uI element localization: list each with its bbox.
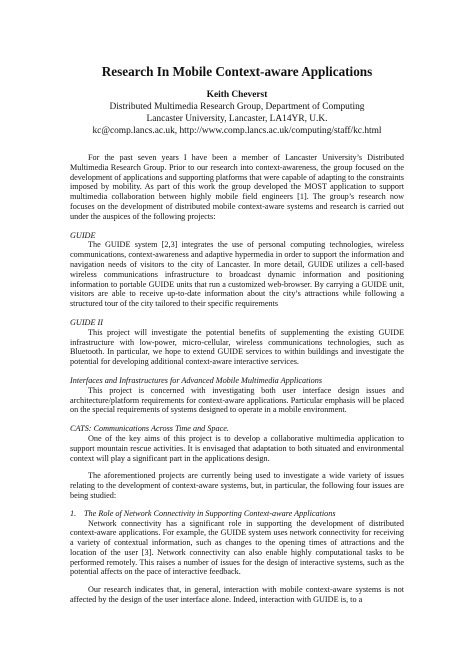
contact-line: kc@comp.lancs.ac.uk, http://www.comp.lancs.ac.uk/computing/staff/kc.html <box>92 126 382 136</box>
cats-paragraph: One of the key aims of this project is to develop a collaborative multimedia application to support mountain rescue activities. It is envisaged that adaptation to both situated and environmental context will play a significant part in the applications design. <box>70 433 404 463</box>
paper-title: Research In Mobile Context-aware Applications <box>101 64 373 79</box>
section-heading-cats: CATS: Communications Across Time and Space. <box>70 424 229 434</box>
intro-paragraph: For the past seven years I have been a member of Lancaster University’s Distributed Multimedia Research Group. Prior to our research into context-awareness, the group focused on the development of applications and supporting platforms that were capable of adapting to the constraints imposed by mobility. As part of this work the group developed the MOST application to support multimedia collaboration between highly mobile field engineers [1]. The group’s research now focuses on the development of distributed mobile context-aware systems and research is carried out under the auspices of the following projects: <box>70 153 404 221</box>
issue-heading-text: The Role of Network Connectivity in Supporting Context-aware Applications <box>84 508 336 518</box>
network-paragraph: Network connectivity has a significant role in supporting the development of distributed context-aware applications. For example, the GUIDE system uses network connectivity for receiving a variety of contextual information, such as changes to the opening times of attractions and the location of the user [3]. Network connectivity can also enable highly computational tasks to be performed remotely. This raises a number of issues for the design of interactive systems, such as the potential affects on the pace of interactive feedback. <box>70 518 404 577</box>
author-name: Keith Cheverst <box>206 90 268 100</box>
section-heading-guide-ii: GUIDE II <box>70 317 103 327</box>
paper-body <box>70 153 404 605</box>
projects-paragraph: The aforementioned projects are currently being used to investigate a wide variety of issues relating to the development of context-aware systems, but, in particular, the following four issues are being studied: <box>70 471 404 500</box>
issue-number: 1. <box>70 508 77 518</box>
affiliation-line: Lancaster University, Lancaster, LA14YR, U.K. <box>146 114 328 124</box>
section-heading-guide: GUIDE <box>70 230 96 240</box>
guide-ii-paragraph: This project will investigate the potential benefits of supplementing the existing GUIDE infrastructure with low-power, micro-cellular, wireless communications technologies, such as Bluetooth. In particular, we hope to extend GUIDE services to within buildings and investigate the potential for developing additional context-aware interactive services. <box>70 327 404 367</box>
issue-heading-network <box>70 509 404 519</box>
affiliation-line: Distributed Multimedia Research Group, Department of Computing <box>109 102 365 112</box>
section-heading-interfaces: Interfaces and Infrastructures for Advanced Mobile Multimedia Applications <box>70 375 323 385</box>
interfaces-paragraph: This project is concerned with investigating both user interface design issues and architecture/platform requirements for context-aware applications. Particular emphasis will be placed on the special requirements of systems designed to operate in a mobile environment. <box>70 385 404 415</box>
guide-paragraph: The GUIDE system [2,3] integrates the use of personal computing technologies, wireless communications, context-awareness and adaptive hypermedia in order to support the information and navigation needs of visitors to the city of Lancaster. In more detail, GUIDE utilizes a cell-based wireless communications infrastructure to broadcast dynamic information and positioning information to portable GUIDE units that run a customized web-browser. By carrying a GUIDE unit, visitors are able to receive up-to-date information about the city’s attractions while following a structured tour of the city tailored to their specific requirements <box>70 240 404 309</box>
final-paragraph: Our research indicates that, in general, interaction with mobile context-aware systems is not affected by the design of the user interface alone. Indeed, interaction with GUIDE is, to a <box>70 585 404 605</box>
